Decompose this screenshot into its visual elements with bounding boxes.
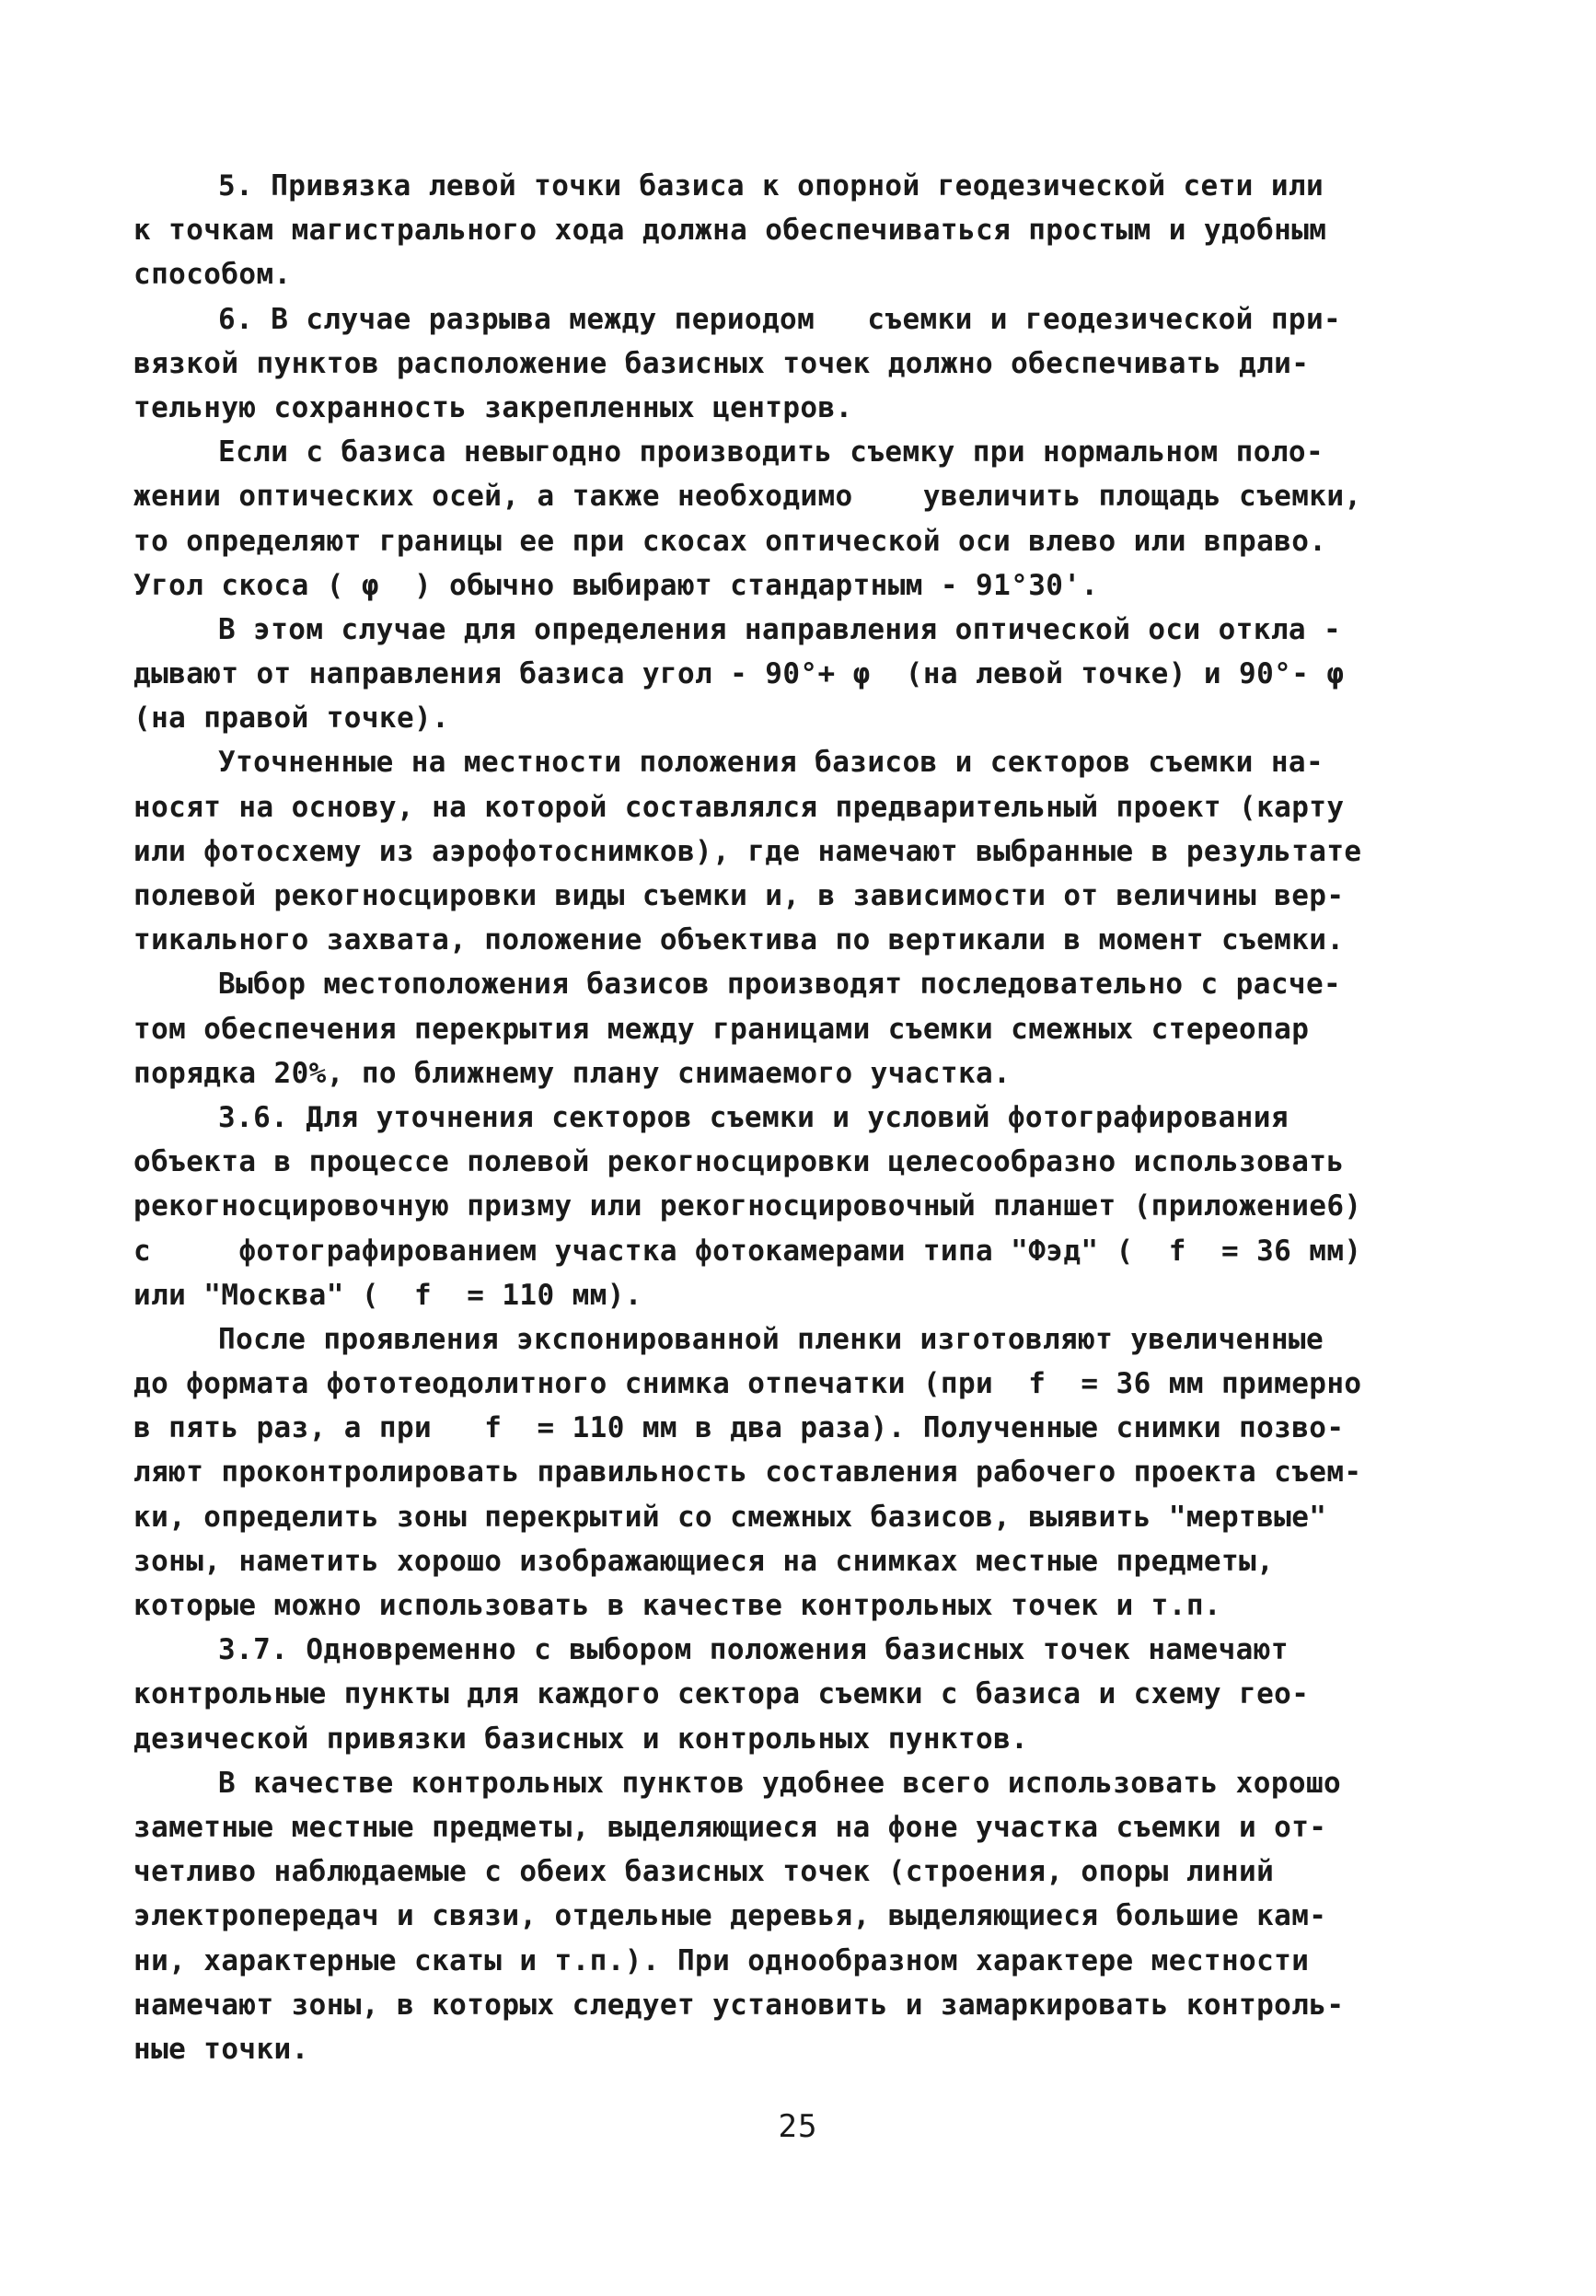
text-line: то определяют границы ее при скосах оптической оси влево или вправо. xyxy=(133,524,1327,558)
body-text xyxy=(133,164,1404,2071)
text-line: объекта в процессе полевой рекогносцировки целесообразно использовать xyxy=(133,1145,1345,1179)
text-line: контрольные пункты для каждого сектора съемки с базиса и схему гео- xyxy=(133,1677,1310,1711)
text-line: Если с базиса невыгодно производить съемку при нормальном поло- xyxy=(218,435,1324,470)
text-line: или фотосхему из аэрофотоснимков), где намечают выбранные в результате xyxy=(133,834,1362,868)
text-line: дезической привязки базисных и контрольных пунктов. xyxy=(133,1722,1029,1756)
text-line: зоны, наметить хорошо изображающиеся на снимках местные предметы, xyxy=(133,1544,1275,1578)
text-line: ляют проконтролировать правильность составления рабочего проекта съем- xyxy=(133,1455,1362,1490)
text-line: электропередач и связи, отдельные деревья, выделяющиеся большие кам- xyxy=(133,1899,1327,1933)
text-line: тикального захвата, положение объектива по вертикали в момент съемки. xyxy=(133,923,1345,957)
text-line: Уточненные на местности положения базисов и секторов съемки на- xyxy=(218,746,1324,780)
text-line: с фотографированием участка фотокамерами типа "Фэд" ( f = 36 мм) xyxy=(133,1234,1362,1268)
text-line: тельную сохранность закрепленных центров. xyxy=(133,390,853,424)
text-line: дывают от направления базиса угол - 90°+ φ (на левой точке) и 90°- φ xyxy=(133,657,1345,691)
text-line: Угол скоса ( φ ) обычно выбирают стандартным - 91°30'. xyxy=(133,568,1099,602)
text-line: В качестве контрольных пунктов удобнее всего использовать хорошо xyxy=(218,1766,1342,1800)
text-line: 6. В случае разрыва между периодом съемки и геодезической при- xyxy=(218,302,1342,336)
text-line: порядка 20%, по ближнему плану снимаемого участка. xyxy=(133,1056,1012,1090)
text-line: к точкам магистрального хода должна обеспечиваться простым и удобным xyxy=(133,214,1327,248)
text-line: или "Москва" ( f = 110 мм). xyxy=(133,1278,642,1312)
text-line: том обеспечения перекрытия между границами съемки смежных стереопар xyxy=(133,1012,1310,1046)
text-line: носят на основу, на которой составлялся предварительный проект (карту xyxy=(133,790,1345,824)
text-line: Выбор местоположения базисов производят последовательно с расче- xyxy=(218,968,1342,1002)
text-line: ки, определить зоны перекрытий со смежных базисов, выявить "мертвые" xyxy=(133,1500,1327,1534)
text-line: жении оптических осей, а также необходимо увеличить площадь съемки, xyxy=(133,480,1362,514)
text-line: заметные местные предметы, выделяющиеся на фоне участка съемки и от- xyxy=(133,1810,1327,1844)
text-line: рекогносцировочную призму или рекогносцировочный планшет (приложение6) xyxy=(133,1189,1362,1223)
text-line: которые можно использовать в качестве контрольных точек и т.п. xyxy=(133,1589,1221,1622)
text-line: намечают зоны, в которых следует установить и замаркировать контроль- xyxy=(133,1988,1345,2022)
text-line: В этом случае для определения направления оптической оси откла - xyxy=(218,612,1342,646)
text-line: до формата фототеодолитного снимка отпечатки (при f = 36 мм примерно xyxy=(133,1367,1362,1401)
text-line: После проявления экспонированной пленки изготовляют увеличенные xyxy=(218,1322,1324,1356)
text-line: вязкой пунктов расположение базисных точек должно обеспечивать дли- xyxy=(133,346,1310,380)
text-line: 3.6. Для уточнения секторов съемки и условий фотографирования xyxy=(218,1100,1289,1134)
page-number: 25 xyxy=(778,2108,818,2145)
text-line: полевой рекогносцировки виды съемки и, в зависимости от величины вер- xyxy=(133,879,1345,912)
text-line: 3.7. Одновременно с выбором положения базисных точек намечают xyxy=(218,1633,1289,1667)
text-line: 5. Привязка левой точки базиса к опорной геодезической сети или xyxy=(218,169,1324,203)
text-line: ные точки. xyxy=(133,2032,309,2066)
text-line: в пять раз, а при f = 110 мм в два раза). Полученные снимки позво- xyxy=(133,1411,1345,1445)
text-line: (на правой точке). xyxy=(133,702,450,736)
text-line: ни, характерные скаты и т.п.). При однообразном характере местности xyxy=(133,1943,1310,1977)
text-line: способом. xyxy=(133,258,292,292)
text-line: четливо наблюдаемые с обеих базисных точек (строения, опоры линий xyxy=(133,1855,1275,1889)
